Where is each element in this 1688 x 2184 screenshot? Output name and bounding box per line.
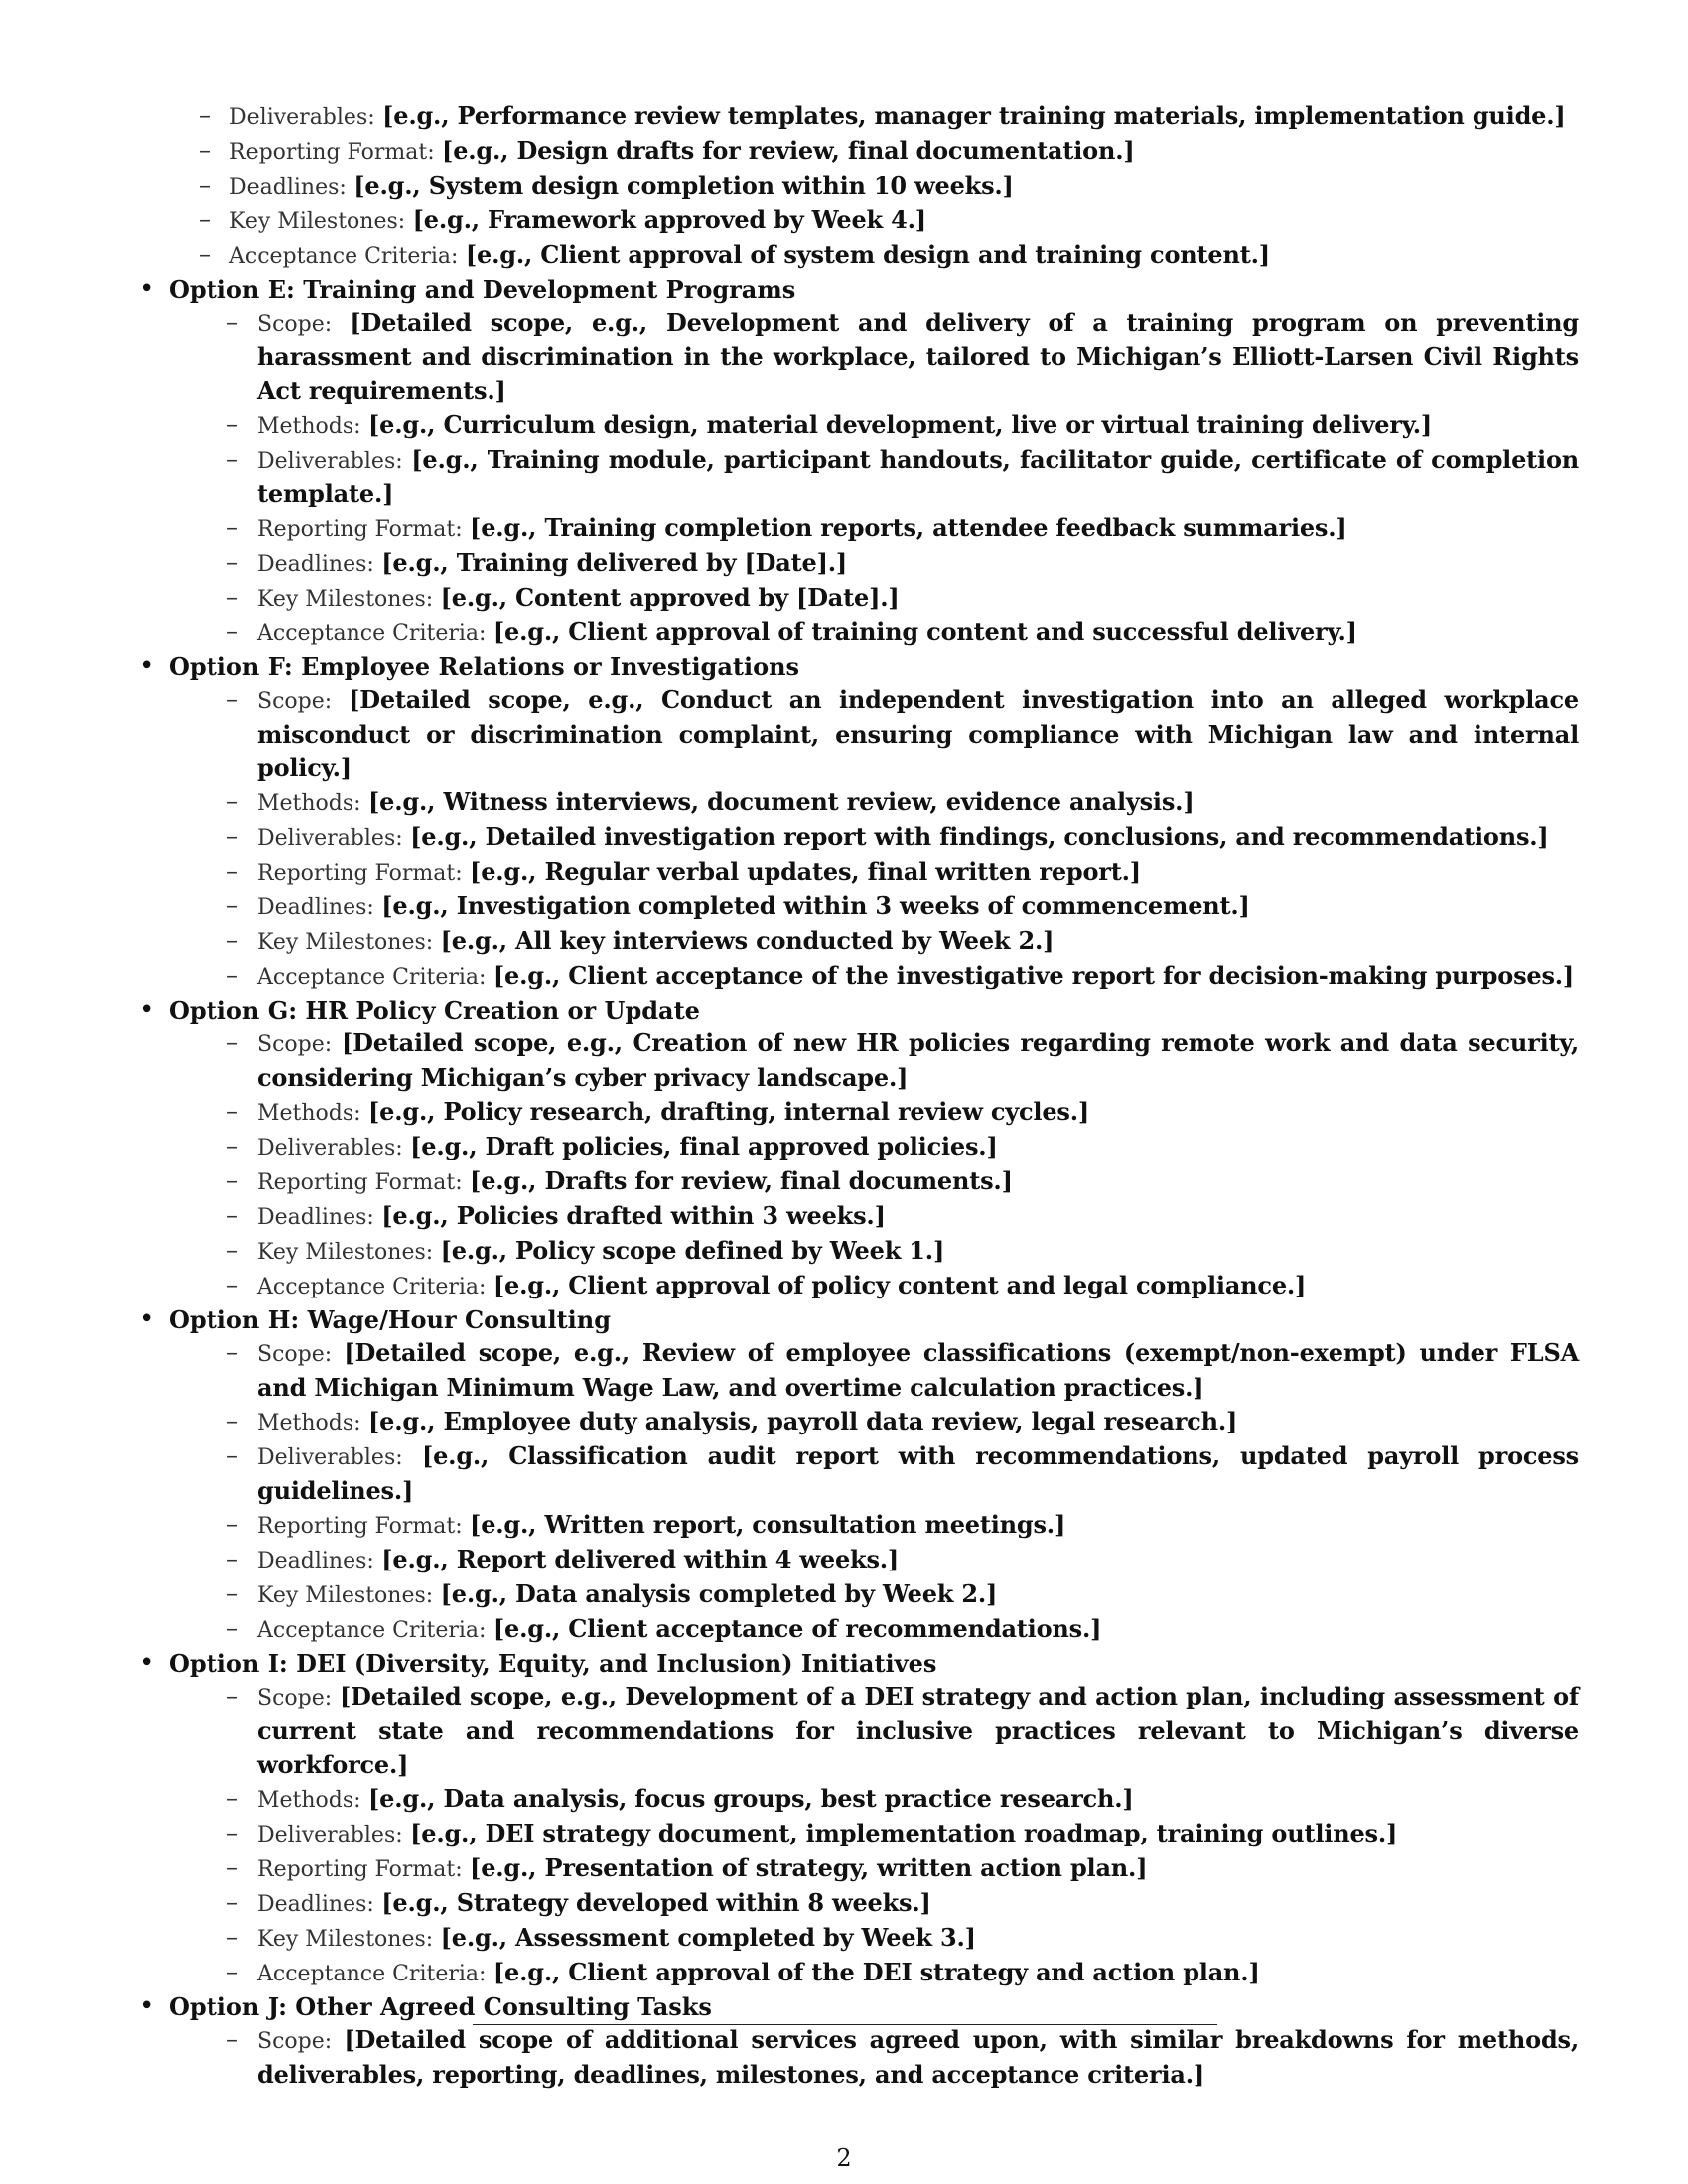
sub-item-text: [Detailed scope, e.g., Creation of new HR policies regarding remote work and data security, considering Michigan’s cyber privacy landscape.] [257,1028,1580,1092]
sub-item-text: [e.g., Training module, participant handouts, facilitator guide, certificate of completion template.] [257,445,1579,508]
sub-item-label: Acceptance Criteria: [257,1275,487,1299]
sub-item-label: Scope: [257,312,333,337]
option-item [139,994,1579,1303]
sub-item [226,1956,1579,1990]
sub-item-label: Reporting Format: [257,861,463,886]
sub-item-label: Reporting Format: [257,517,463,542]
sub-item [226,959,1579,994]
continuation-list [139,99,1579,273]
sub-item-text: [e.g., Performance review templates, manager training materials, implementation guide.] [382,101,1566,130]
sub-item-label: Deliverables: [257,1445,403,1470]
sub-item [226,1269,1579,1303]
option-item [139,650,1579,994]
sub-item-label: Reporting Format: [229,140,435,165]
sub-item-label: Deliverables: [229,105,375,130]
option-item [139,1303,1579,1647]
sub-item [226,546,1579,581]
sub-item-label: Scope: [257,689,333,714]
sub-item-text: [Detailed scope, e.g., Development of a DEI strategy and action plan, including assessment of current state and recommendations for inclusive practices relevant to Michigan’s diverse workforce.] [257,1682,1579,1779]
sub-item-text: [e.g., Client acceptance of the investigative report for decision-making purposes.] [492,961,1575,990]
option-title: • Option H: Wage/Hour Consulting [169,1305,612,1334]
option-details [169,2023,1579,2092]
sub-item-label: Acceptance Criteria: [257,621,487,646]
sub-item [226,1199,1579,1234]
sub-item [199,204,1579,238]
options-list [139,273,1579,2092]
sub-item-label: Acceptance Criteria: [229,244,459,269]
sub-item-label: Reporting Format: [257,1170,463,1195]
sub-item-label: Scope: [257,1342,333,1367]
sub-item [226,615,1579,650]
sub-item-label: Reporting Format: [257,1857,463,1882]
sub-item-text: [e.g., Curriculum design, material development, live or virtual training delivery.] [368,410,1433,439]
sub-item-label: Deadlines: [257,1205,374,1230]
sub-item-label: Deadlines: [257,895,374,920]
option-title: • Option J: Other Agreed Consulting Tasks [169,1992,712,2021]
sub-item-text: [e.g., Investigation completed within 3 weeks of commencement.] [381,891,1250,920]
option-title: • Option G: HR Policy Creation or Update [169,996,700,1024]
sub-item-label: Scope: [257,2029,333,2054]
sub-item-label: Deadlines: [229,175,347,200]
sub-item [226,408,1579,443]
sub-item [226,2023,1579,2092]
sub-item-text: [Detailed scope, e.g., Conduct an independent investigation into an alleged workplace misconduct or discrimination complaint, ensuring compliance with Michigan law and internal policy.] [257,685,1579,782]
sub-item-label: Acceptance Criteria: [257,1618,487,1643]
sub-item [226,581,1579,615]
sub-item [226,1680,1579,1782]
option-details [169,1026,1579,1303]
option-title: • Option I: DEI (Diversity, Equity, and Inclusion) Initiatives [169,1649,937,1678]
option-item [139,1990,1579,2092]
sub-item [199,134,1579,169]
sub-item-label: Key Milestones: [229,209,406,234]
sub-item [226,1782,1579,1817]
sub-item [226,1817,1579,1851]
sub-item-label: Key Milestones: [257,930,434,955]
sub-item-label: Key Milestones: [257,1240,434,1265]
sub-item-label: Reporting Format: [257,1514,463,1539]
sub-item-text: [e.g., Content approved by [Date].] [440,583,900,612]
sub-item-text: [e.g., System design completion within 10 weeks.] [353,171,1014,200]
sub-item-text: [e.g., Client approval of policy content and legal compliance.] [492,1271,1307,1299]
sub-item-label: Deliverables: [257,1136,403,1160]
sub-item-text: [e.g., Drafts for review, final documents.] [470,1166,1013,1195]
sub-item-text: [e.g., Regular verbal updates, final written report.] [470,857,1141,886]
sub-item [226,1336,1579,1405]
sub-item-text: [e.g., Framework approved by Week 4.] [412,205,926,234]
page-number: 2 [836,2144,852,2172]
sub-item-text: [e.g., All key interviews conducted by Week 2.] [440,926,1055,955]
sub-item-label: Methods: [257,1788,361,1813]
sub-item-text: [e.g., Policy scope defined by Week 1.] [440,1236,945,1265]
sub-item-label: Deadlines: [257,1549,374,1573]
sub-item-text: [e.g., Detailed investigation report with findings, conclusions, and recommendations.] [410,822,1549,851]
sub-item-text: [e.g., Policies drafted within 3 weeks.] [381,1201,886,1230]
sub-item [226,306,1579,408]
sub-item-label: Deadlines: [257,1892,374,1917]
option-item [139,1647,1579,1990]
sub-item-label: Key Milestones: [257,1927,434,1952]
sub-item [226,1405,1579,1439]
sub-item-text: [e.g., Policy research, drafting, internal review cycles.] [368,1097,1090,1126]
sub-item-text: [e.g., Client approval of system design and training content.] [465,240,1270,269]
sub-item-label: Acceptance Criteria: [257,965,487,990]
sub-item [226,1234,1579,1269]
sub-item [226,511,1579,546]
option-details [169,683,1579,994]
sub-item [226,855,1579,889]
sub-item [226,683,1579,785]
option-item [139,273,1579,650]
option-title: • Option F: Employee Relations or Investigations [169,652,800,681]
sub-item [226,1095,1579,1130]
sub-item-label: Deliverables: [257,826,403,851]
sub-item-text: [Detailed scope, e.g., Development and delivery of a training program on preventing harassment and discrimination in the workplace, tailored to Michigan’s Elliott-Larsen Civil Rights Act requirements.] [257,308,1579,405]
sub-item-label: Deadlines: [257,552,374,577]
sub-item [226,1577,1579,1612]
sub-item-label: Scope: [257,1686,333,1710]
sub-item-text: [e.g., Witness interviews, document review, evidence analysis.] [368,787,1195,816]
sub-item [199,99,1579,134]
sub-item-label: Methods: [257,1101,361,1126]
sub-item-text: [e.g., Draft policies, final approved policies.] [410,1132,998,1160]
sub-item-label: Methods: [257,791,361,816]
sub-item [226,820,1579,855]
footnote-rule [473,2024,1217,2025]
sub-item-label: Deliverables: [257,449,403,474]
sub-item-text: [e.g., Assessment completed by Week 3.] [440,1923,976,1952]
sub-item-label: Deliverables: [257,1823,403,1847]
sub-item-text: [e.g., Client approval of training content and successful delivery.] [492,617,1357,646]
sub-item [226,1543,1579,1577]
sub-item [226,443,1579,511]
sub-item [226,1130,1579,1164]
sub-item-text: [e.g., Written report, consultation meetings.] [470,1510,1066,1539]
document-body [139,99,1579,2092]
sub-item [199,238,1579,273]
sub-item [226,1439,1579,1508]
sub-item-text: [e.g., Design drafts for review, final documentation.] [442,136,1135,165]
sub-item-label: Scope: [257,1032,333,1057]
sub-item-text: [e.g., Strategy developed within 8 weeks.] [381,1888,931,1917]
sub-item-text: [e.g., Client acceptance of recommendations.] [492,1614,1102,1643]
sub-item-text: [e.g., Classification audit report with recommendations, updated payroll process guidelines.] [257,1441,1579,1505]
sub-item [226,1612,1579,1647]
sub-item [226,924,1579,959]
sub-item-text: [e.g., Report delivered within 4 weeks.] [381,1545,900,1573]
sub-item-label: Methods: [257,1411,361,1435]
sub-item [226,1026,1579,1095]
sub-item [226,1508,1579,1543]
sub-item [226,889,1579,924]
sub-item [226,1886,1579,1921]
option-title: • Option E: Training and Development Programs [169,275,796,304]
sub-item-text: [e.g., Presentation of strategy, written action plan.] [470,1853,1148,1882]
sub-item-text: [e.g., Client approval of the DEI strategy and action plan.] [492,1958,1260,1986]
sub-item [226,1851,1579,1886]
option-details [169,1336,1579,1647]
option-details [169,306,1579,650]
sub-item [226,1921,1579,1956]
option-details [169,1680,1579,1990]
sub-item-label: Key Milestones: [257,587,434,612]
sub-item-text: [e.g., DEI strategy document, implementation roadmap, training outlines.] [410,1819,1398,1847]
sub-item-text: [e.g., Training delivered by [Date].] [381,548,848,577]
sub-item-text: [Detailed scope, e.g., Review of employee classifications (exempt/non-exempt) under FLSA and Michigan Minimum Wage Law, and overtime calculation practices.] [257,1338,1580,1402]
sub-item-text: [e.g., Data analysis, focus groups, best practice research.] [368,1784,1134,1813]
sub-item [226,785,1579,820]
sub-item-text: [e.g., Data analysis completed by Week 2.] [440,1579,998,1608]
sub-item [199,169,1579,204]
sub-item-text: [Detailed scope of additional services agreed upon, with similar breakdowns for methods, deliverables, reporting, deadlines, milestones, and acceptance criteria.] [257,2025,1579,2089]
sub-item [226,1164,1579,1199]
sub-item-text: [e.g., Employee duty analysis, payroll data review, legal research.] [368,1407,1238,1435]
sub-item-label: Methods: [257,414,361,439]
sub-item-label: Acceptance Criteria: [257,1962,487,1986]
sub-item-text: [e.g., Training completion reports, attendee feedback summaries.] [470,513,1347,542]
sub-item-label: Key Milestones: [257,1583,434,1608]
